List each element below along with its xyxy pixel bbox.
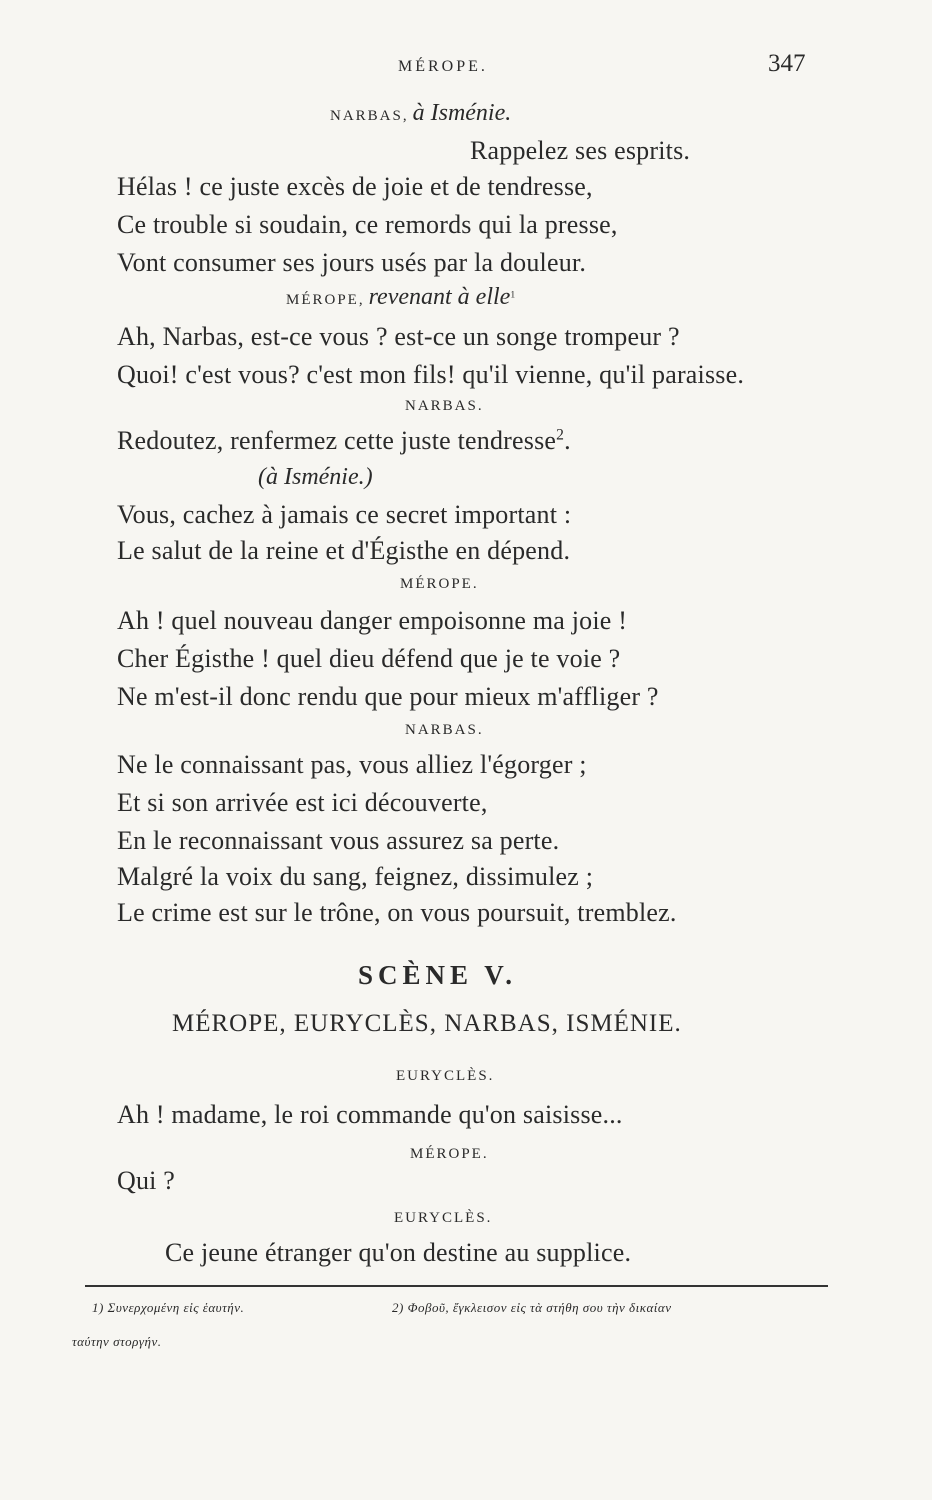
stage-direction: à Isménie.: [412, 100, 512, 126]
verse-line: Hélas ! ce juste excès de joie et de tendresse,: [117, 172, 593, 201]
scene-title: SCÈNE V.: [358, 960, 518, 990]
running-title: MÉROPE.: [398, 58, 488, 75]
verse-line: Et si son arrivée est ici découverte,: [117, 788, 488, 817]
stage-direction: (à Isménie.): [258, 464, 373, 490]
verse-line: Ah ! quel nouveau danger empoisonne ma joie !: [117, 606, 628, 635]
footnote-ref: 2: [556, 426, 565, 444]
verse-line: Ne le connaissant pas, vous alliez l'égorger ;: [117, 750, 587, 779]
speaker-name: MÉROPE.: [410, 1146, 489, 1162]
scene-cast: MÉROPE, EURYCLÈS, NARBAS, ISMÉNIE.: [172, 1010, 682, 1037]
verse-line: Malgré la voix du sang, feignez, dissimulez ;: [117, 862, 594, 891]
stage-direction: revenant à elle: [368, 284, 511, 310]
footnote-continuation: ταύτην στοργήν.: [72, 1334, 162, 1349]
verse-text: Redoutez, renfermez cette juste tendresse: [117, 426, 557, 455]
footnote-text: Φοβοῦ, ἔγκλεισον εἰς τὰ στήθη σου τὴν δικαίαν: [407, 1300, 672, 1315]
speaker-name: NARBAS.: [405, 398, 484, 414]
verse-line: Vont consumer ses jours usés par la douleur.: [117, 248, 587, 277]
verse-line: Ah ! madame, le roi commande qu'on saisisse...: [117, 1100, 623, 1129]
verse-line: Ce trouble si soudain, ce remords qui la presse,: [117, 210, 618, 239]
verse-line: Le crime est sur le trône, on vous poursuit, tremblez.: [117, 898, 677, 927]
verse-line: Qui ?: [117, 1166, 176, 1195]
verse-line: Ce jeune étranger qu'on destine au supplice.: [165, 1238, 632, 1267]
verse-line: Ah, Narbas, est-ce vous ? est-ce un songe trompeur ?: [117, 322, 680, 351]
verse-line: Redoutez, renfermez cette juste tendresse$^2$.: [117, 426, 571, 455]
page-number: 347: [768, 50, 806, 77]
footnote-rule: [85, 1285, 828, 1287]
footnote: [92, 1300, 244, 1316]
footnote: [392, 1300, 671, 1316]
speaker-name: EURYCLÈS.: [396, 1068, 495, 1084]
footnote-marker: 1): [92, 1300, 104, 1315]
verse-line: Rappelez ses esprits.: [470, 136, 691, 165]
verse-line: En le reconnaissant vous assurez sa perte.: [117, 826, 560, 855]
verse-line: Ne m'est-il donc rendu que pour mieux m'affliger ?: [117, 682, 659, 711]
verse-line: Quoi! c'est vous? c'est mon fils! qu'il vienne, qu'il paraisse.: [117, 360, 745, 389]
speaker-name: MÉROPE.: [400, 576, 479, 592]
verse-line: Le salut de la reine et d'Égisthe en dépend.: [117, 536, 571, 565]
footnote-ref: 1: [510, 289, 516, 301]
speaker-name: MÉROPE,: [286, 292, 365, 308]
speaker-name: EURYCLÈS.: [394, 1210, 493, 1226]
speaker-name: NARBAS,: [330, 108, 409, 124]
verse-line: Vous, cachez à jamais ce secret important :: [117, 500, 572, 529]
verse-line: Cher Égisthe ! quel dieu défend que je te voie ?: [117, 644, 621, 673]
footnote-text: Συνερχομένη εἰς ἑαυτήν.: [107, 1300, 245, 1315]
footnote-marker: 2): [392, 1300, 404, 1315]
speaker-name: NARBAS.: [405, 722, 484, 738]
speaker-heading: [286, 284, 515, 311]
speaker-heading: [330, 100, 511, 127]
